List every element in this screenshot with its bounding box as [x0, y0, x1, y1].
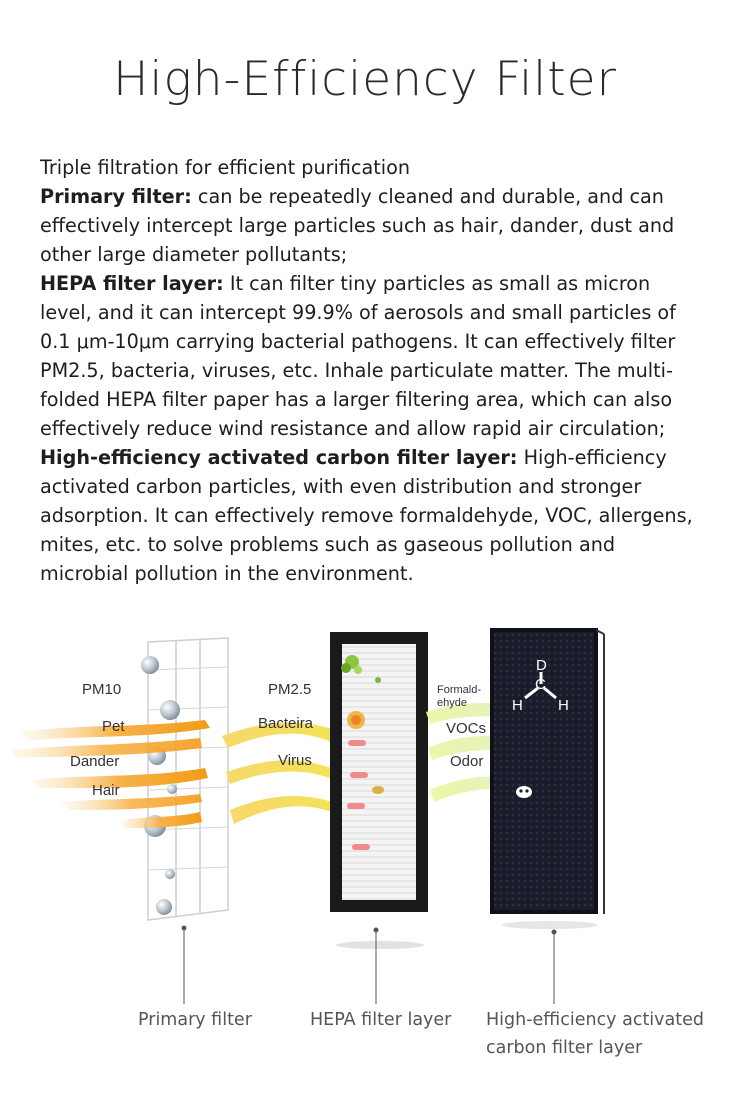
hepa-shadow: [336, 941, 424, 949]
molecule-atom-h-left: H: [512, 697, 523, 714]
pointer-lines: [182, 926, 557, 1005]
filter-diagram: [0, 620, 730, 1109]
caption-hepa-filter: HEPA filter layer: [310, 1010, 452, 1030]
molecule-atom-c: C: [535, 676, 546, 693]
description: [40, 153, 705, 588]
label-formaldehyde-line1: Formald-: [437, 684, 482, 696]
caption-carbon-filter-line1: High-efficiency activated: [486, 1010, 704, 1030]
hepa-filter-text: It can filter tiny particles as small as micron level, and it can intercept 99.9% of aerosols and small particles of 0.1 μm-10μm carrying bacterial pathogens. It can effectively filter PM2.5, bacteria, viruses, etc. Inhale particulate matter. The multi-folded HEPA filter paper has a larger filtering area, which can also effectively reduce wind resistance and allow rapid air circulation;: [40, 272, 676, 440]
hepa-filter-heading: HEPA filter layer:: [40, 272, 224, 295]
caption-primary-filter: Primary filter: [138, 1010, 252, 1030]
primary-filter-text: can be repeatedly cleaned and durable, and can effectively intercept large particles such as hair, dander, dust and other large diameter pollutants;: [40, 185, 675, 266]
label-hair: Hair: [92, 782, 120, 799]
label-odor: Odor: [450, 753, 484, 770]
carbon-filter: [492, 630, 604, 914]
molecule-atom-h-right: H: [558, 697, 569, 714]
primary-filter-heading: Primary filter:: [40, 185, 192, 208]
carbon-shadow: [502, 921, 598, 929]
label-vocs: VOCs: [446, 720, 487, 737]
label-bacteira: Bacteira: [258, 715, 314, 732]
label-formaldehyde-line2: ehyde: [437, 697, 467, 709]
label-virus: Virus: [278, 752, 312, 769]
intro-line: Triple filtration for efficient purification: [40, 156, 410, 179]
molecule-atom-d: D: [536, 657, 547, 674]
label-dander: Dander: [70, 753, 120, 770]
primary-filter-paragraph: [40, 182, 705, 269]
hepa-filter-paragraph: [40, 269, 705, 443]
caption-carbon-filter-line2: carbon filter layer: [486, 1038, 643, 1058]
mite-icon: [516, 786, 532, 798]
carbon-filter-text: High-efficiency activated carbon particles, with even distribution and stronger adsorption. It can effectively remove formaldehyde, VOC, allergens, mites, etc. to solve problems such as gaseous pollution and microbial pollution in the environment.: [40, 446, 693, 585]
carbon-filter-paragraph: [40, 443, 705, 588]
hepa-filter: [330, 632, 428, 912]
label-pm10: PM10: [82, 681, 122, 698]
label-pm25: PM2.5: [268, 681, 312, 698]
carbon-filter-heading: High-efficiency activated carbon filter layer:: [40, 446, 518, 469]
label-pet: Pet: [102, 718, 125, 735]
page-title: High-Efficiency Filter: [113, 52, 617, 107]
